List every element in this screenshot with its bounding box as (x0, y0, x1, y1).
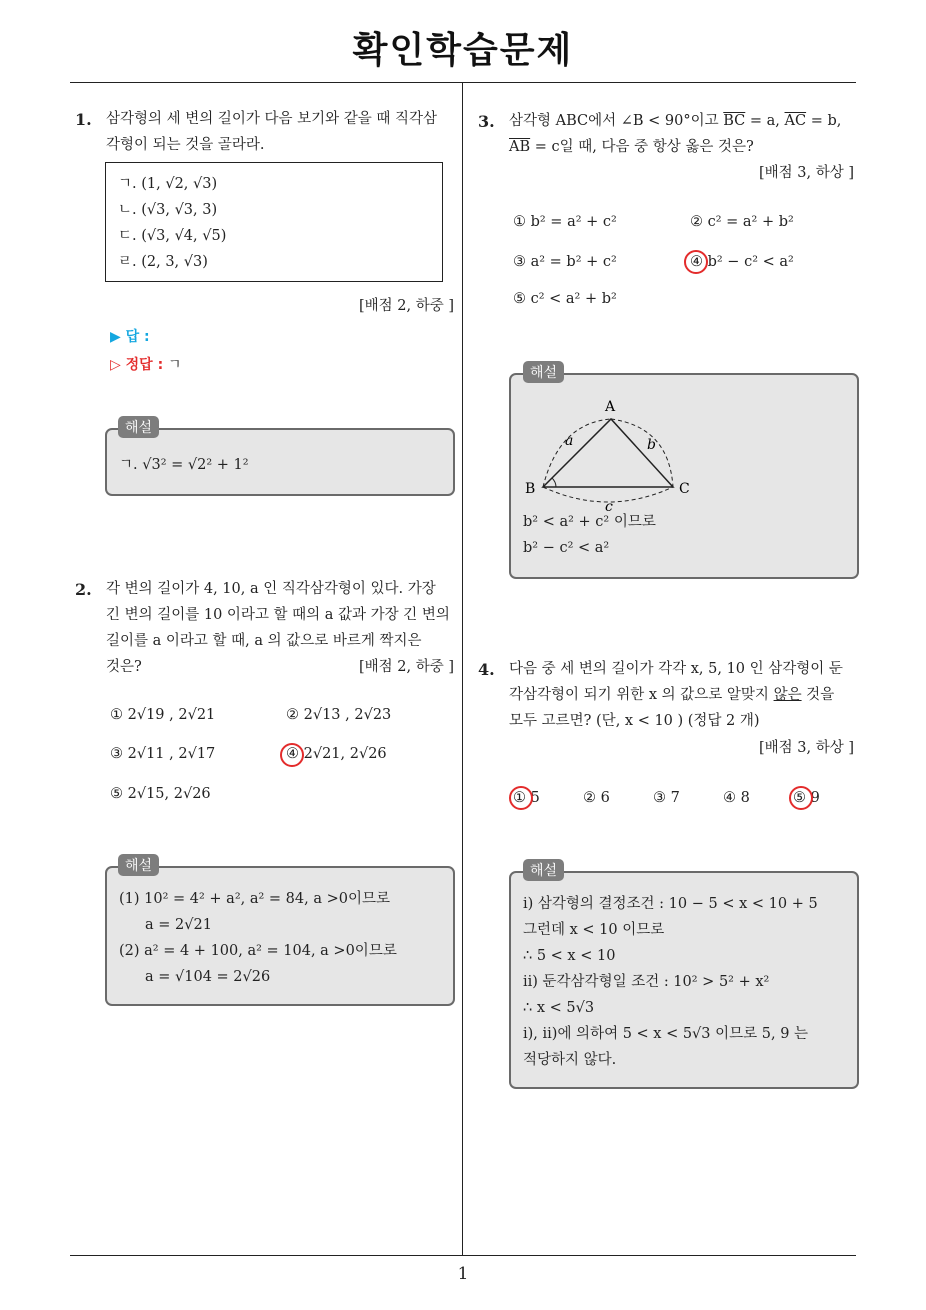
question-3-line-2 (509, 134, 859, 160)
question-1-bogi-box (105, 162, 443, 282)
explanation-line: b² < a² + c² 이므로 (523, 514, 656, 530)
question-3-text (509, 108, 859, 160)
question-4-text-part: 각삼각형이 되기 위한 x 의 값으로 알맞지 (509, 687, 774, 703)
question-1-score: [배점 2, 하중 ] (358, 298, 454, 314)
question-1-line-2: 각형이 되는 것을 골라라. (106, 137, 265, 153)
bogi-item: ㄱ. (1, √2, √3) (118, 176, 218, 192)
question-4-text-part: 것을 (801, 687, 835, 703)
question-4-option-1[interactable]: ① 5 (513, 790, 540, 806)
question-3-explanation-box (509, 373, 859, 579)
question-3-text-part: = c일 때, 다음 중 항상 옳은 것은? (530, 139, 754, 155)
vertex-b-label: B (525, 481, 536, 497)
side-a-label: a (565, 433, 574, 449)
explanation-line: ∴ 5 < x < 10 (523, 948, 616, 964)
question-2-option-4[interactable]: ④ 2√21, 2√26 (286, 746, 387, 762)
bogi-item: ㄹ. (2, 3, √3) (118, 254, 208, 270)
question-2-explanation-box (105, 866, 455, 1006)
question-3-line-1 (509, 108, 859, 134)
explanation-line: ㄱ. √3² = √2² + 1² (119, 457, 249, 473)
bogi-item: ㄷ. (√3, √4, √5) (118, 228, 227, 244)
question-1-line-1: 삼각형의 세 변의 길이가 다음 보기와 같을 때 직각삼 (106, 111, 438, 127)
question-1-explanation-box (105, 428, 455, 496)
question-4-selected-mark-2 (789, 786, 813, 810)
question-3-selected-mark (684, 250, 708, 274)
angle-b-arc (552, 478, 556, 487)
question-2-line-1: 각 변의 길이가 4, 10, a 인 직각삼각형이 있다. 가장 (106, 581, 436, 597)
explanation-line: ⅱ) 둔각삼각형일 조건 : 10² > 5² + x² (523, 974, 770, 990)
question-2-line-3: 길이를 a 이라고 할 때, a 의 값으로 바르게 짝지은 (106, 633, 422, 649)
explanation-line: 그런데 x < 10 이므로 (523, 922, 665, 938)
question-4-selected-mark-1 (509, 786, 533, 810)
question-3-text-part: 삼각형 ABC에서 ∠B < 90°이고 (509, 113, 724, 129)
explanation-line: (2) a² = 4 + 100, a² = 104, a >0이므로 (119, 943, 397, 959)
question-4-option-5[interactable]: ⑤ 9 (793, 790, 820, 806)
correct-answer-label: ▷ 정답 : (110, 357, 164, 373)
segment-bc: $\overline{BC}$ (723, 113, 746, 129)
question-3-option-4[interactable]: ④ b² − c² < a² (690, 254, 794, 270)
question-4-option-3[interactable]: ③ 7 (653, 790, 680, 806)
question-3-explanation-tag: 해설 (523, 361, 564, 383)
question-1-number: 1. (75, 110, 92, 129)
question-2-selected-mark (280, 743, 304, 767)
question-3-score: [배점 3, 하상 ] (758, 165, 854, 181)
question-4-line-1: 다음 중 세 변의 길이가 각각 x, 5, 10 인 삼각형이 둔 (509, 661, 843, 677)
question-3-option-5[interactable]: ⑤ c² < a² + b² (513, 291, 617, 307)
question-2-option-2[interactable]: ② 2√13 , 2√23 (286, 707, 392, 723)
question-4-score: [배점 3, 하상 ] (758, 740, 854, 756)
explanation-line: ∴ x < 5√3 (523, 1000, 595, 1016)
explanation-line: ⅰ), ⅱ)에 의하여 5 < x < 5√3 이므로 5, 9 는 (523, 1026, 809, 1042)
question-2-option-5[interactable]: ⑤ 2√15, 2√26 (110, 786, 211, 802)
question-4-number: 4. (478, 660, 495, 679)
question-3-text-part: = a, (745, 113, 785, 129)
question-2-line-2: 긴 변의 길이를 10 이라고 할 때의 a 값과 가장 긴 변의 (106, 607, 450, 623)
explanation-line: ⅰ) 삼각형의 결정조건 : 10 − 5 < x < 10 + 5 (523, 896, 818, 912)
answer-field-label: ▶ 답 : (110, 329, 150, 345)
side-b-label: b (647, 437, 656, 453)
explanation-line: a = 2√21 (145, 917, 212, 933)
side-c-label: c (605, 499, 613, 515)
explanation-line: b² − c² < a² (523, 540, 610, 556)
question-4-option-2[interactable]: ② 6 (583, 790, 610, 806)
question-3-number: 3. (478, 112, 495, 131)
question-3-option-2[interactable]: ② c² = a² + b² (690, 214, 794, 230)
column-divider (462, 83, 463, 1255)
question-2-line-4: 것은? (106, 659, 142, 675)
question-4-option-4[interactable]: ④ 8 (723, 790, 750, 806)
underlined-word: 않은 (773, 687, 802, 703)
question-2-option-3[interactable]: ③ 2√11 , 2√17 (110, 746, 216, 762)
bogi-item: ㄴ. (√3, √3, 3) (118, 202, 218, 218)
question-4-text (509, 656, 859, 734)
correct-answer-value: ㄱ (168, 357, 182, 373)
page-title: 확인학습문제 (352, 30, 574, 71)
question-1-text (106, 106, 456, 158)
question-3-text-part: = b, (806, 113, 842, 129)
question-1-explanation-tag: 해설 (118, 416, 159, 438)
explanation-line: a = √104 = 2√26 (145, 969, 271, 985)
triangle-edges (543, 419, 673, 487)
question-4-line-3: 모두 고르면? (단, x < 10 ) (정답 2 개) (509, 713, 760, 729)
segment-ac: $\overline{AC}$ (784, 113, 807, 129)
question-3-option-1[interactable]: ① b² = a² + c² (513, 214, 617, 230)
question-4-line-2 (509, 682, 859, 708)
question-3-option-3[interactable]: ③ a² = b² + c² (513, 254, 617, 270)
vertex-c-label: C (679, 481, 690, 497)
segment-ab: $\overline{AB}$ (509, 139, 531, 155)
question-2-number: 2. (75, 580, 92, 599)
correct-answer (110, 354, 182, 374)
explanation-line: (1) 10² = 4² + a², a² = 84, a >0이므로 (119, 891, 391, 907)
page-number: 1 (457, 1264, 469, 1284)
question-2-explanation-tag: 해설 (118, 854, 159, 876)
question-2-option-1[interactable]: ① 2√19 , 2√21 (110, 707, 216, 723)
bottom-rule (70, 1255, 856, 1256)
top-rule (70, 82, 856, 83)
question-4-explanation-box (509, 871, 859, 1089)
question-4-explanation-tag: 해설 (523, 859, 564, 881)
triangle-diagram (519, 393, 719, 518)
vertex-a-label: A (605, 399, 616, 415)
explanation-line: 적당하지 않다. (523, 1052, 617, 1068)
question-2-score: [배점 2, 하중 ] (358, 659, 454, 675)
